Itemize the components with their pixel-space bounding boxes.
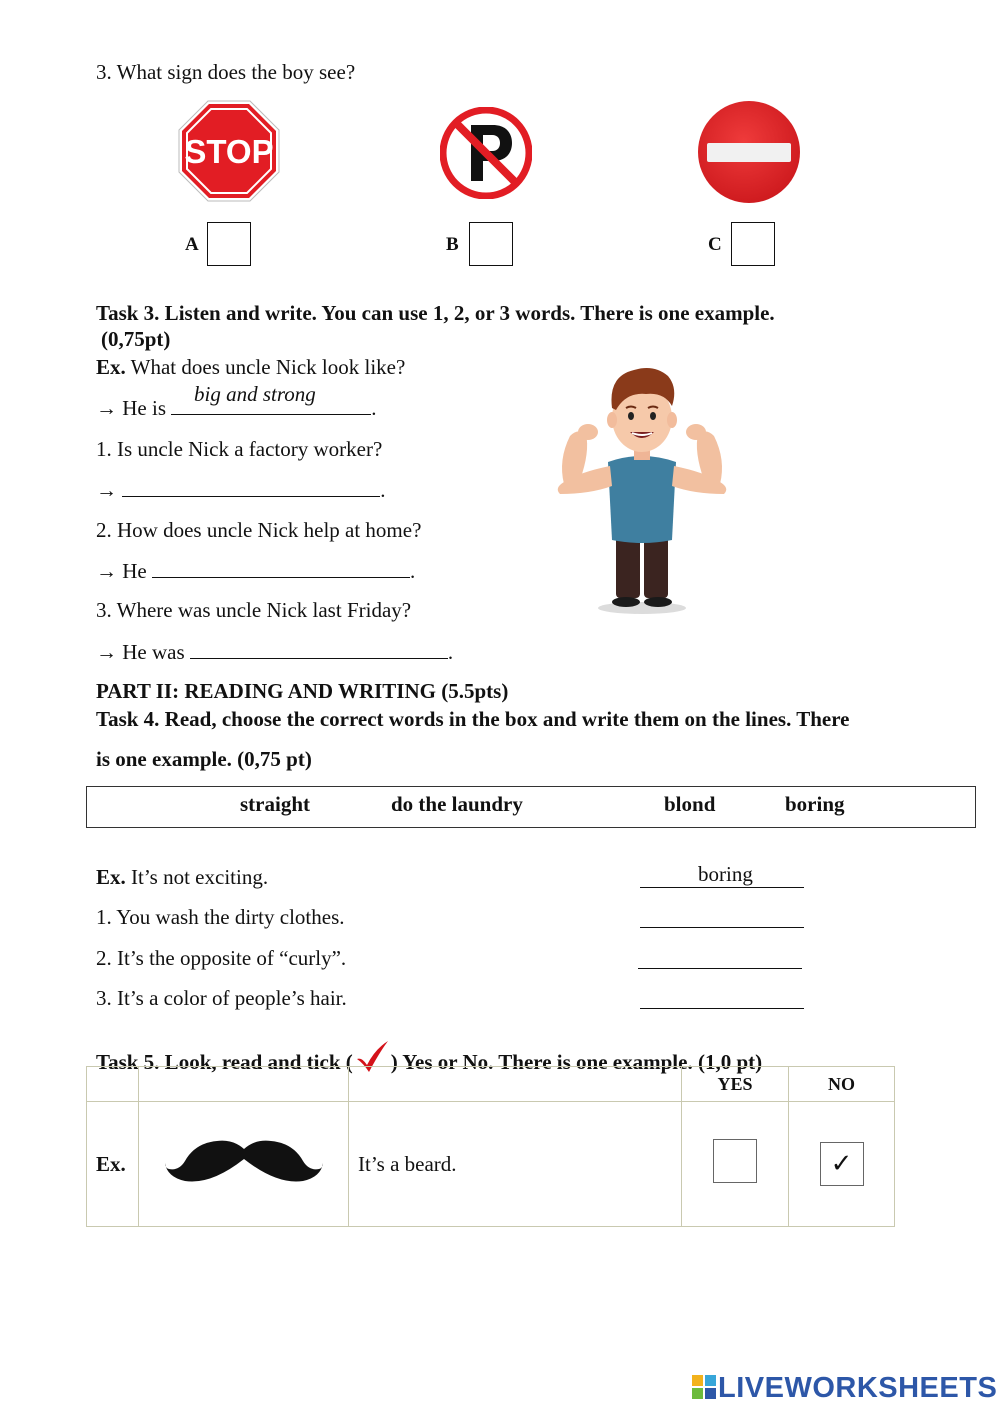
- part2-title: PART II: READING AND WRITING (5.5pts): [96, 679, 509, 703]
- task3-points: (0,75pt): [101, 327, 171, 351]
- table-row: [87, 1102, 895, 1227]
- task3-answer-2: [96, 559, 415, 584]
- task5-title-suffix: ) Yes or No. There is one example. (1,0 pt): [390, 1050, 763, 1074]
- question-3-text: 3. What sign does the boy see?: [96, 60, 356, 84]
- example-sentence: It’s a beard.: [349, 1102, 682, 1227]
- no-checkbox[interactable]: ✓: [820, 1142, 864, 1186]
- arrow-icon: →: [96, 640, 117, 664]
- example-sentence: It’s not exciting.: [131, 865, 269, 889]
- word-box-item: boring: [785, 792, 845, 816]
- task3-title: Task 3. Listen and write. You can use 1, 2, or 3 words. There is one example.: [96, 301, 775, 325]
- example-question-text: What does uncle Nick look like?: [130, 355, 406, 379]
- stop-sign-text: STOP: [184, 133, 274, 170]
- table-cell: [139, 1067, 349, 1102]
- table-cell: [349, 1067, 682, 1102]
- strong-man-illustration: [550, 362, 734, 618]
- task4-item-1: 1. You wash the dirty clothes.: [96, 905, 345, 929]
- answer-3-input[interactable]: [190, 640, 448, 659]
- task3-question-3: 3. Where was uncle Nick last Friday?: [96, 598, 412, 622]
- task4-answer-1-input[interactable]: [640, 909, 804, 928]
- liveworksheets-logo-icon: [692, 1375, 716, 1399]
- word-box-item: blond: [664, 792, 716, 816]
- task4-item-2: 2. It’s the opposite of “curly”.: [96, 946, 347, 970]
- arrow-icon: →: [96, 478, 117, 502]
- answer-prefix: He: [122, 559, 147, 583]
- arrow-icon: →: [96, 396, 117, 420]
- task5-title-prefix: Task 5. Look, read and tick (: [96, 1050, 353, 1074]
- word-box: [86, 786, 976, 828]
- yes-column-header: YES: [682, 1067, 789, 1102]
- stop-sign-icon: [178, 100, 280, 202]
- option-b-label: B: [446, 234, 459, 255]
- example-label: Ex.: [96, 355, 126, 379]
- answer-1-input[interactable]: [122, 478, 380, 497]
- answer-prefix: He is: [122, 396, 166, 420]
- mustache-cell: [139, 1102, 349, 1227]
- task3-answer-1: [96, 478, 386, 503]
- example-label: Ex.: [96, 865, 126, 889]
- option-a-label: A: [185, 234, 199, 255]
- answer-prefix: He was: [122, 640, 185, 664]
- word-box-item: do the laundry: [391, 792, 523, 816]
- task4-item-3: 3. It’s a color of people’s hair.: [96, 986, 347, 1010]
- option-a-checkbox[interactable]: [207, 222, 251, 266]
- example-answer-text: big and strong: [194, 382, 316, 406]
- table-header-row: [87, 1067, 895, 1102]
- period: .: [380, 478, 386, 502]
- task4-answer-2-input[interactable]: [638, 950, 802, 969]
- option-c-checkbox[interactable]: [731, 222, 775, 266]
- no-parking-sign-icon: [440, 107, 532, 199]
- liveworksheets-logo: [692, 1372, 997, 1405]
- option-c-label: C: [708, 234, 722, 255]
- task4-title-line2: is one example. (0,75 pt): [96, 747, 312, 771]
- option-b-checkbox[interactable]: [469, 222, 513, 266]
- period: .: [410, 559, 416, 583]
- no-cell: [789, 1102, 895, 1227]
- task4-example: [96, 865, 268, 890]
- period: .: [447, 640, 454, 664]
- task3-answer-3: [96, 640, 453, 665]
- arrow-icon: →: [96, 559, 117, 583]
- example-label: Ex.: [87, 1102, 139, 1227]
- brand-text: LIVEWORKSHEETS: [718, 1372, 998, 1404]
- task3-question-1: 1. Is uncle Nick a factory worker?: [96, 437, 383, 461]
- word-box-item: straight: [240, 792, 310, 816]
- table-cell: [87, 1067, 139, 1102]
- answer-2-input[interactable]: [152, 559, 410, 578]
- no-column-header: NO: [789, 1067, 895, 1102]
- no-entry-sign-icon: [697, 100, 801, 204]
- yes-checkbox[interactable]: [713, 1139, 757, 1183]
- task5-table: [86, 1066, 895, 1227]
- yes-cell: [682, 1102, 789, 1227]
- example-answer-text: boring: [698, 862, 753, 886]
- task4-title-line1: Task 4. Read, choose the correct words in the box and write them on the lines. There: [96, 707, 850, 731]
- period: .: [371, 396, 377, 420]
- mustache-icon: [165, 1137, 323, 1185]
- task3-question-2: 2. How does uncle Nick help at home?: [96, 518, 422, 542]
- task4-answer-3-input[interactable]: [640, 990, 804, 1009]
- task3-example-question: [96, 355, 405, 380]
